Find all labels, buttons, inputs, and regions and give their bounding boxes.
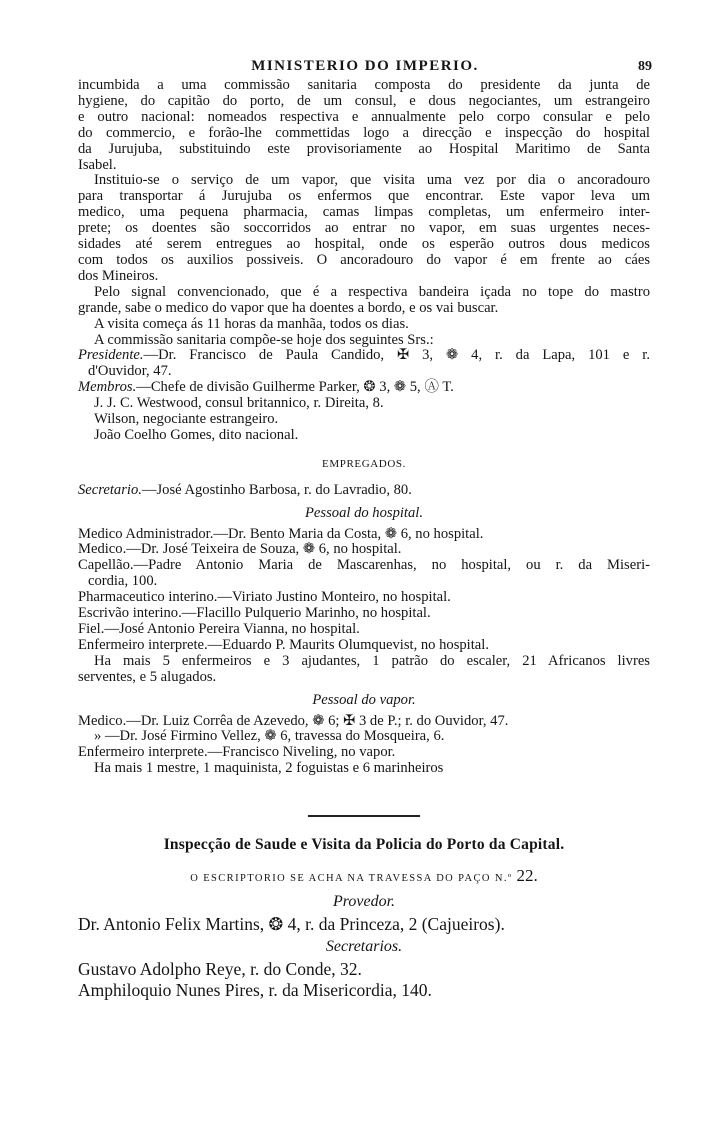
paragraph-block <box>78 78 650 173</box>
line-text: medico, uma pequena pharmacia, camas limpas completas, um enfermeiro inter- <box>78 204 650 221</box>
text-line <box>78 638 650 654</box>
text-line <box>78 301 650 317</box>
line-text: grande, sabe o medico do vapor que ha doentes a bordo, e os vai buscar. <box>78 299 499 316</box>
paragraph-block <box>78 285 650 317</box>
text-line <box>78 364 650 380</box>
text-line <box>78 94 650 110</box>
line-text: incumbida a uma commissão sanitaria composta do presidente da junta de <box>78 77 650 93</box>
entry-block <box>78 348 650 380</box>
line-text: —Chefe de divisão Guilherme Parker, ❂ 3, ❁ 5, Ⓐ T. <box>136 379 454 396</box>
line-text: —Dr. Francisco de Paula Candido, ✠ 3, ❁ 4, r. da Lapa, 101 e r. <box>143 347 650 364</box>
paragraph-block <box>78 729 650 745</box>
line-text: Medico Administrador.—Dr. Bento Maria da Costa, ❁ 6, no hospital. <box>78 525 484 542</box>
text-line <box>78 348 650 364</box>
text-line <box>78 78 650 94</box>
secretario-entry: Amphiloquio Nunes Pires, r. da Misericordia, 140. <box>78 979 432 1000</box>
subheading-block <box>78 506 650 522</box>
entry-block <box>78 714 650 730</box>
paragraph-block <box>78 428 650 444</box>
secretario-entry: Gustavo Adolpho Reye, r. do Conde, 32. <box>78 958 362 979</box>
text-line <box>78 317 650 333</box>
paragraph-block <box>78 317 650 333</box>
line-text: João Coelho Gomes, dito nacional. <box>94 426 299 443</box>
running-title: MINISTERIO DO IMPERIO. <box>251 58 479 74</box>
text-line <box>78 173 650 189</box>
line-text: Pessoal do hospital. <box>305 504 423 521</box>
entry-block <box>78 745 650 761</box>
entry-block <box>78 638 650 654</box>
line-text: Pessoal do vapor. <box>312 691 416 708</box>
entry-block <box>78 527 650 543</box>
page-header <box>78 58 652 78</box>
line-text: Medico.—Dr. José Teixeira de Souza, ❁ 6, no hospital. <box>78 541 402 558</box>
text-line <box>78 380 650 396</box>
line-text: cordia, 100. <box>88 573 158 590</box>
text-line <box>78 761 650 777</box>
line-text: do commercio, e forão-lhe commettidas logo a direcção e inspecção do hospital <box>78 124 650 141</box>
text-line <box>78 606 650 622</box>
line-text: Pharmaceutico interino.—Viriato Justino Monteiro, no hospital. <box>78 589 451 606</box>
line-text: J. J. C. Westwood, consul britannico, r. Direita, 8. <box>94 395 384 412</box>
text-line <box>78 333 650 349</box>
line-text: Enfermeiro interprete.—Francisco Niveling, no vapor. <box>78 744 396 761</box>
paragraph-block <box>78 333 650 349</box>
heading-block <box>78 457 650 473</box>
line-text: sidades até serem entregues ao hospital, onde os esperão outros dous medicos <box>78 236 650 253</box>
office-text: O ESCRIPTORIO SE ACHA NA TRAVESSA DO PAÇO N.º <box>190 873 513 885</box>
line-text: d'Ouvidor, 47. <box>88 363 172 380</box>
line-text: Medico.—Dr. Luiz Corrêa de Azevedo, ❁ 6; ✠ 3 de P.; r. do Ouvidor, 47. <box>78 712 509 729</box>
text-line <box>78 729 650 745</box>
text-line <box>78 670 650 686</box>
text-line <box>78 527 650 543</box>
line-text: da Jurujuba, substituindo este provisoriamente ao Hospital Maritimo de Santa <box>78 140 650 157</box>
text-line <box>78 558 650 574</box>
text-line <box>78 590 650 606</box>
line-text: hygiene, do capitão do porto, de um consul, e dous negociantes, um estrangeiro <box>78 92 650 109</box>
entry-block <box>78 380 650 396</box>
text-line <box>78 396 650 412</box>
line-text: Wilson, negociante estrangeiro. <box>94 411 279 428</box>
line-text: serventes, e 5 alugados. <box>78 668 217 685</box>
text-line <box>78 142 650 158</box>
line-text: Enfermeiro interprete.—Eduardo P. Maurits Olumquevist, no hospital. <box>78 636 489 653</box>
entry-block <box>78 606 650 622</box>
secretarios-heading: Secretarios. <box>325 937 403 955</box>
text-line <box>78 506 650 522</box>
line-text: Isabel. <box>78 156 117 173</box>
text-line <box>78 158 650 174</box>
line-text: EMPREGADOS. <box>322 457 406 470</box>
text-line <box>78 542 650 558</box>
entry-label: Presidente. <box>78 347 144 364</box>
entry-block <box>78 542 650 558</box>
text-line <box>78 693 650 709</box>
text-line <box>78 253 650 269</box>
text-line <box>78 654 650 670</box>
line-text: Capellão.—Padre Antonio Maria de Mascarenhas, no hospital, ou r. da Miseri- <box>78 557 650 574</box>
line-text: para transportar á Jurujuba os enfermos que encontrar. Este vapor leva um <box>78 188 650 205</box>
text-line <box>78 221 650 237</box>
text-line <box>78 428 650 444</box>
line-text: A visita começa ás 11 horas da manhãa, todos os dias. <box>94 315 409 332</box>
section-divider <box>308 815 420 817</box>
provedor-heading: Provedor. <box>332 892 396 910</box>
text-line <box>78 483 650 499</box>
text-line <box>78 269 650 285</box>
text-line <box>78 622 650 638</box>
text-line <box>78 237 650 253</box>
office-number: 22. <box>516 866 538 886</box>
entry-block <box>78 590 650 606</box>
page-number: 89 <box>638 59 652 74</box>
line-text: A commissão sanitaria compõe-se hoje dos seguintes Srs.: <box>94 331 434 348</box>
entry-block <box>78 622 650 638</box>
text-line <box>78 126 650 142</box>
entry-label: Secretario. <box>78 481 142 498</box>
subheading-block <box>78 693 650 709</box>
entry-label: Membros. <box>78 379 137 396</box>
line-text: dos Mineiros. <box>78 267 159 284</box>
line-text: Fiel.—José Antonio Pereira Vianna, no hospital. <box>78 621 360 637</box>
entry-block <box>78 483 650 499</box>
text-line <box>78 205 650 221</box>
text-blocks <box>78 78 650 777</box>
line-text: Instituio-se o serviço de um vapor, que visita uma vez por dia o ancoradouro <box>94 172 650 189</box>
text-line <box>78 714 650 730</box>
section-title: Inspecção de Saude e Visita da Policia do Porto da Capital. <box>163 836 565 854</box>
text-line <box>78 457 650 473</box>
text-line <box>78 412 650 428</box>
text-line <box>78 285 650 301</box>
office-address <box>78 868 650 887</box>
line-text: prete; os doentes são soccorridos ao entrar no vapor, em suas urgentes neces- <box>78 220 650 237</box>
line-text: » —Dr. José Firmino Vellez, ❁ 6, travessa do Mosqueira, 6. <box>94 728 445 745</box>
paragraph-block <box>78 654 650 686</box>
text-line <box>78 574 650 590</box>
page-body <box>78 78 650 1001</box>
paragraph-block <box>78 173 650 284</box>
text-line <box>78 745 650 761</box>
provedor-entry: Dr. Antonio Felix Martins, ❂ 4, r. da Princeza, 2 (Cajueiros). <box>78 913 505 934</box>
text-line <box>78 189 650 205</box>
paragraph-block <box>78 761 650 777</box>
paragraph-block <box>78 412 650 428</box>
line-text: Pelo signal convencionado, que é a respectiva bandeira içada no tope do mastro <box>94 283 650 300</box>
line-text: Ha mais 5 enfermeiros e 3 ajudantes, 1 patrão do escaler, 21 Africanos livres <box>94 652 650 669</box>
line-text: com todos os auxilios possiveis. O ancoradouro do vapor é em frente ao cáes <box>78 251 650 268</box>
line-text: Escrivão interino.—Flacillo Pulquerio Marinho, no hospital. <box>78 605 431 622</box>
text-line <box>78 110 650 126</box>
paragraph-block <box>78 396 650 412</box>
line-text: Ha mais 1 mestre, 1 maquinista, 2 foguistas e 6 marinheiros <box>94 760 444 777</box>
line-text: e outro nacional: nomeados respectiva e annualmente pelo corpo consular e pelo <box>78 108 650 125</box>
entry-block <box>78 558 650 590</box>
line-text: —José Agostinho Barbosa, r. do Lavradio, 80. <box>141 481 412 498</box>
